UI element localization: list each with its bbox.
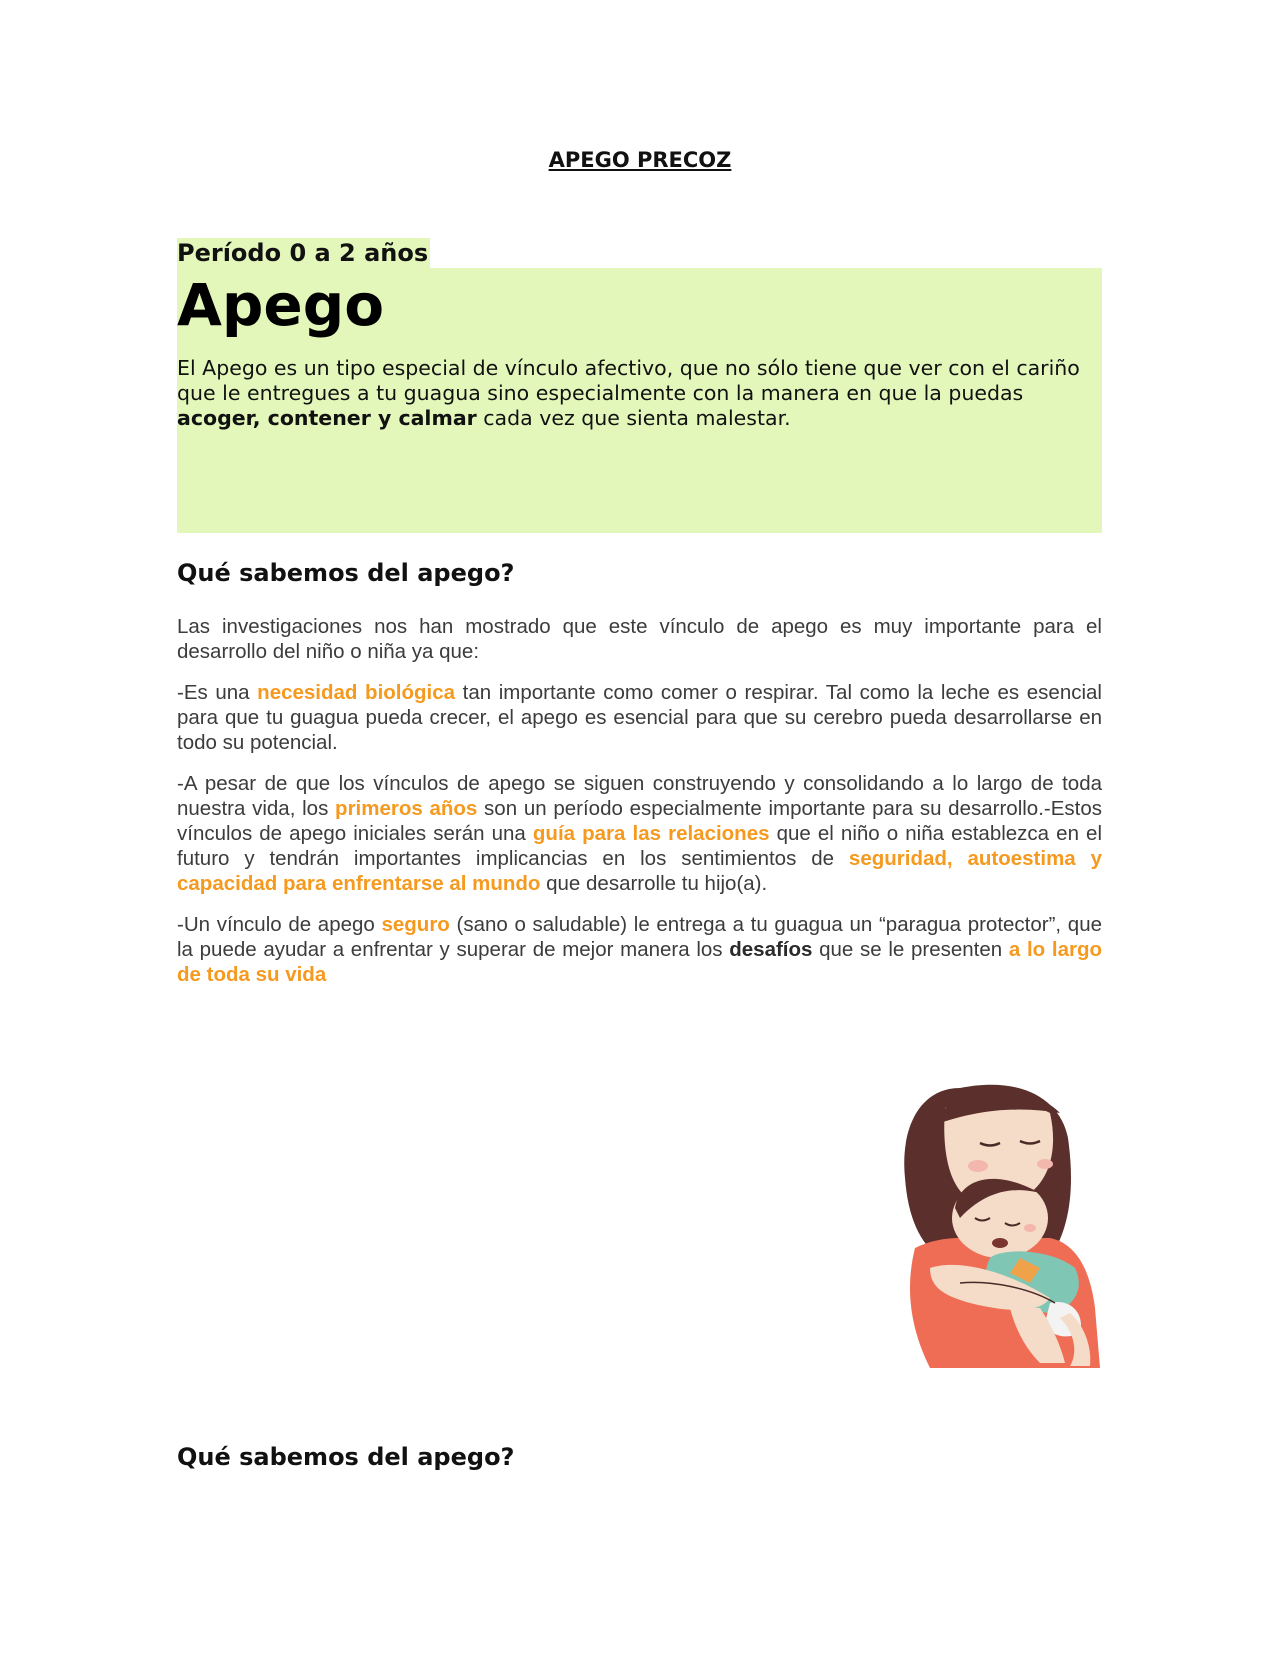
intro-text-end: cada vez que sienta malestar. xyxy=(476,406,791,430)
mother-hugging-baby-illustration xyxy=(900,1068,1100,1368)
text-run: -Es una xyxy=(177,681,258,704)
paragraph-biological-need xyxy=(177,680,1102,755)
highlight-seguro: seguro xyxy=(381,913,450,936)
text-run: son un período especialmente importante para su desarrollo.-Estos vínculos de apego iniciales serán una xyxy=(177,797,1102,845)
intro-paragraph xyxy=(177,356,1097,431)
intro-text-start: El Apego es un tipo especial de vínculo afectivo, que no sólo tiene que ver con el cariño que le entregues a tu guagua sino especialmente con la manera en que la puedas xyxy=(177,356,1080,405)
bold-desafios: desafíos xyxy=(729,938,813,961)
text-run: tan importante como comer o respirar. Tal como la leche es esencial para que tu guagua pueda crecer, el apego es esencial para que su cerebro pueda desarrollarse en todo su potencial. xyxy=(177,681,1102,754)
highlight-guia-relaciones: guía para las relaciones xyxy=(532,822,770,845)
intro-bold-phrase: acoger, contener y calmar xyxy=(177,406,477,430)
paragraph-research: Las investigaciones nos han mostrado que este vínculo de apego es muy importante para el desarrollo del niño o niña ya que: xyxy=(177,615,1102,663)
document-title: APEGO PRECOZ xyxy=(548,148,732,172)
highlight-seguridad-autoestima: seguridad, autoestima y capacidad para enfrentarse al mundo xyxy=(177,847,1103,895)
text-run: -A pesar de que los vínculos de apego se siguen construyendo y consolidando a lo largo de toda nuestra vida, los xyxy=(177,772,1102,820)
paragraph-first-years xyxy=(177,771,1102,896)
paragraph-secure-attachment xyxy=(177,912,1102,987)
text-run: que desarrolle tu hijo(a). xyxy=(540,872,768,895)
text-run: -Un vínculo de apego xyxy=(177,913,382,936)
period-label: Período 0 a 2 años xyxy=(177,239,429,267)
intro-heading: Apego xyxy=(177,271,385,339)
section-heading-1: Qué sabemos del apego? xyxy=(177,559,515,587)
intro-highlight-box xyxy=(177,268,1102,533)
highlight-necesidad-biologica: necesidad biológica xyxy=(257,681,456,704)
text-run: (sano o saludable) le entrega a tu guagua un “paragua protector”, que la puede ayudar a enfrentar y superar de mejor manera los xyxy=(177,913,1102,961)
text-run: que el niño o niña establezca en el futuro y tendrán importantes implicancias en los sentimientos de xyxy=(177,822,1103,870)
text-run: que se le presenten xyxy=(812,938,1009,961)
section-heading-2: Qué sabemos del apego? xyxy=(177,1443,515,1471)
highlight-primeros-anos: primeros años xyxy=(335,797,478,820)
highlight-toda-su-vida: a lo largo de toda su vida xyxy=(177,938,1102,986)
